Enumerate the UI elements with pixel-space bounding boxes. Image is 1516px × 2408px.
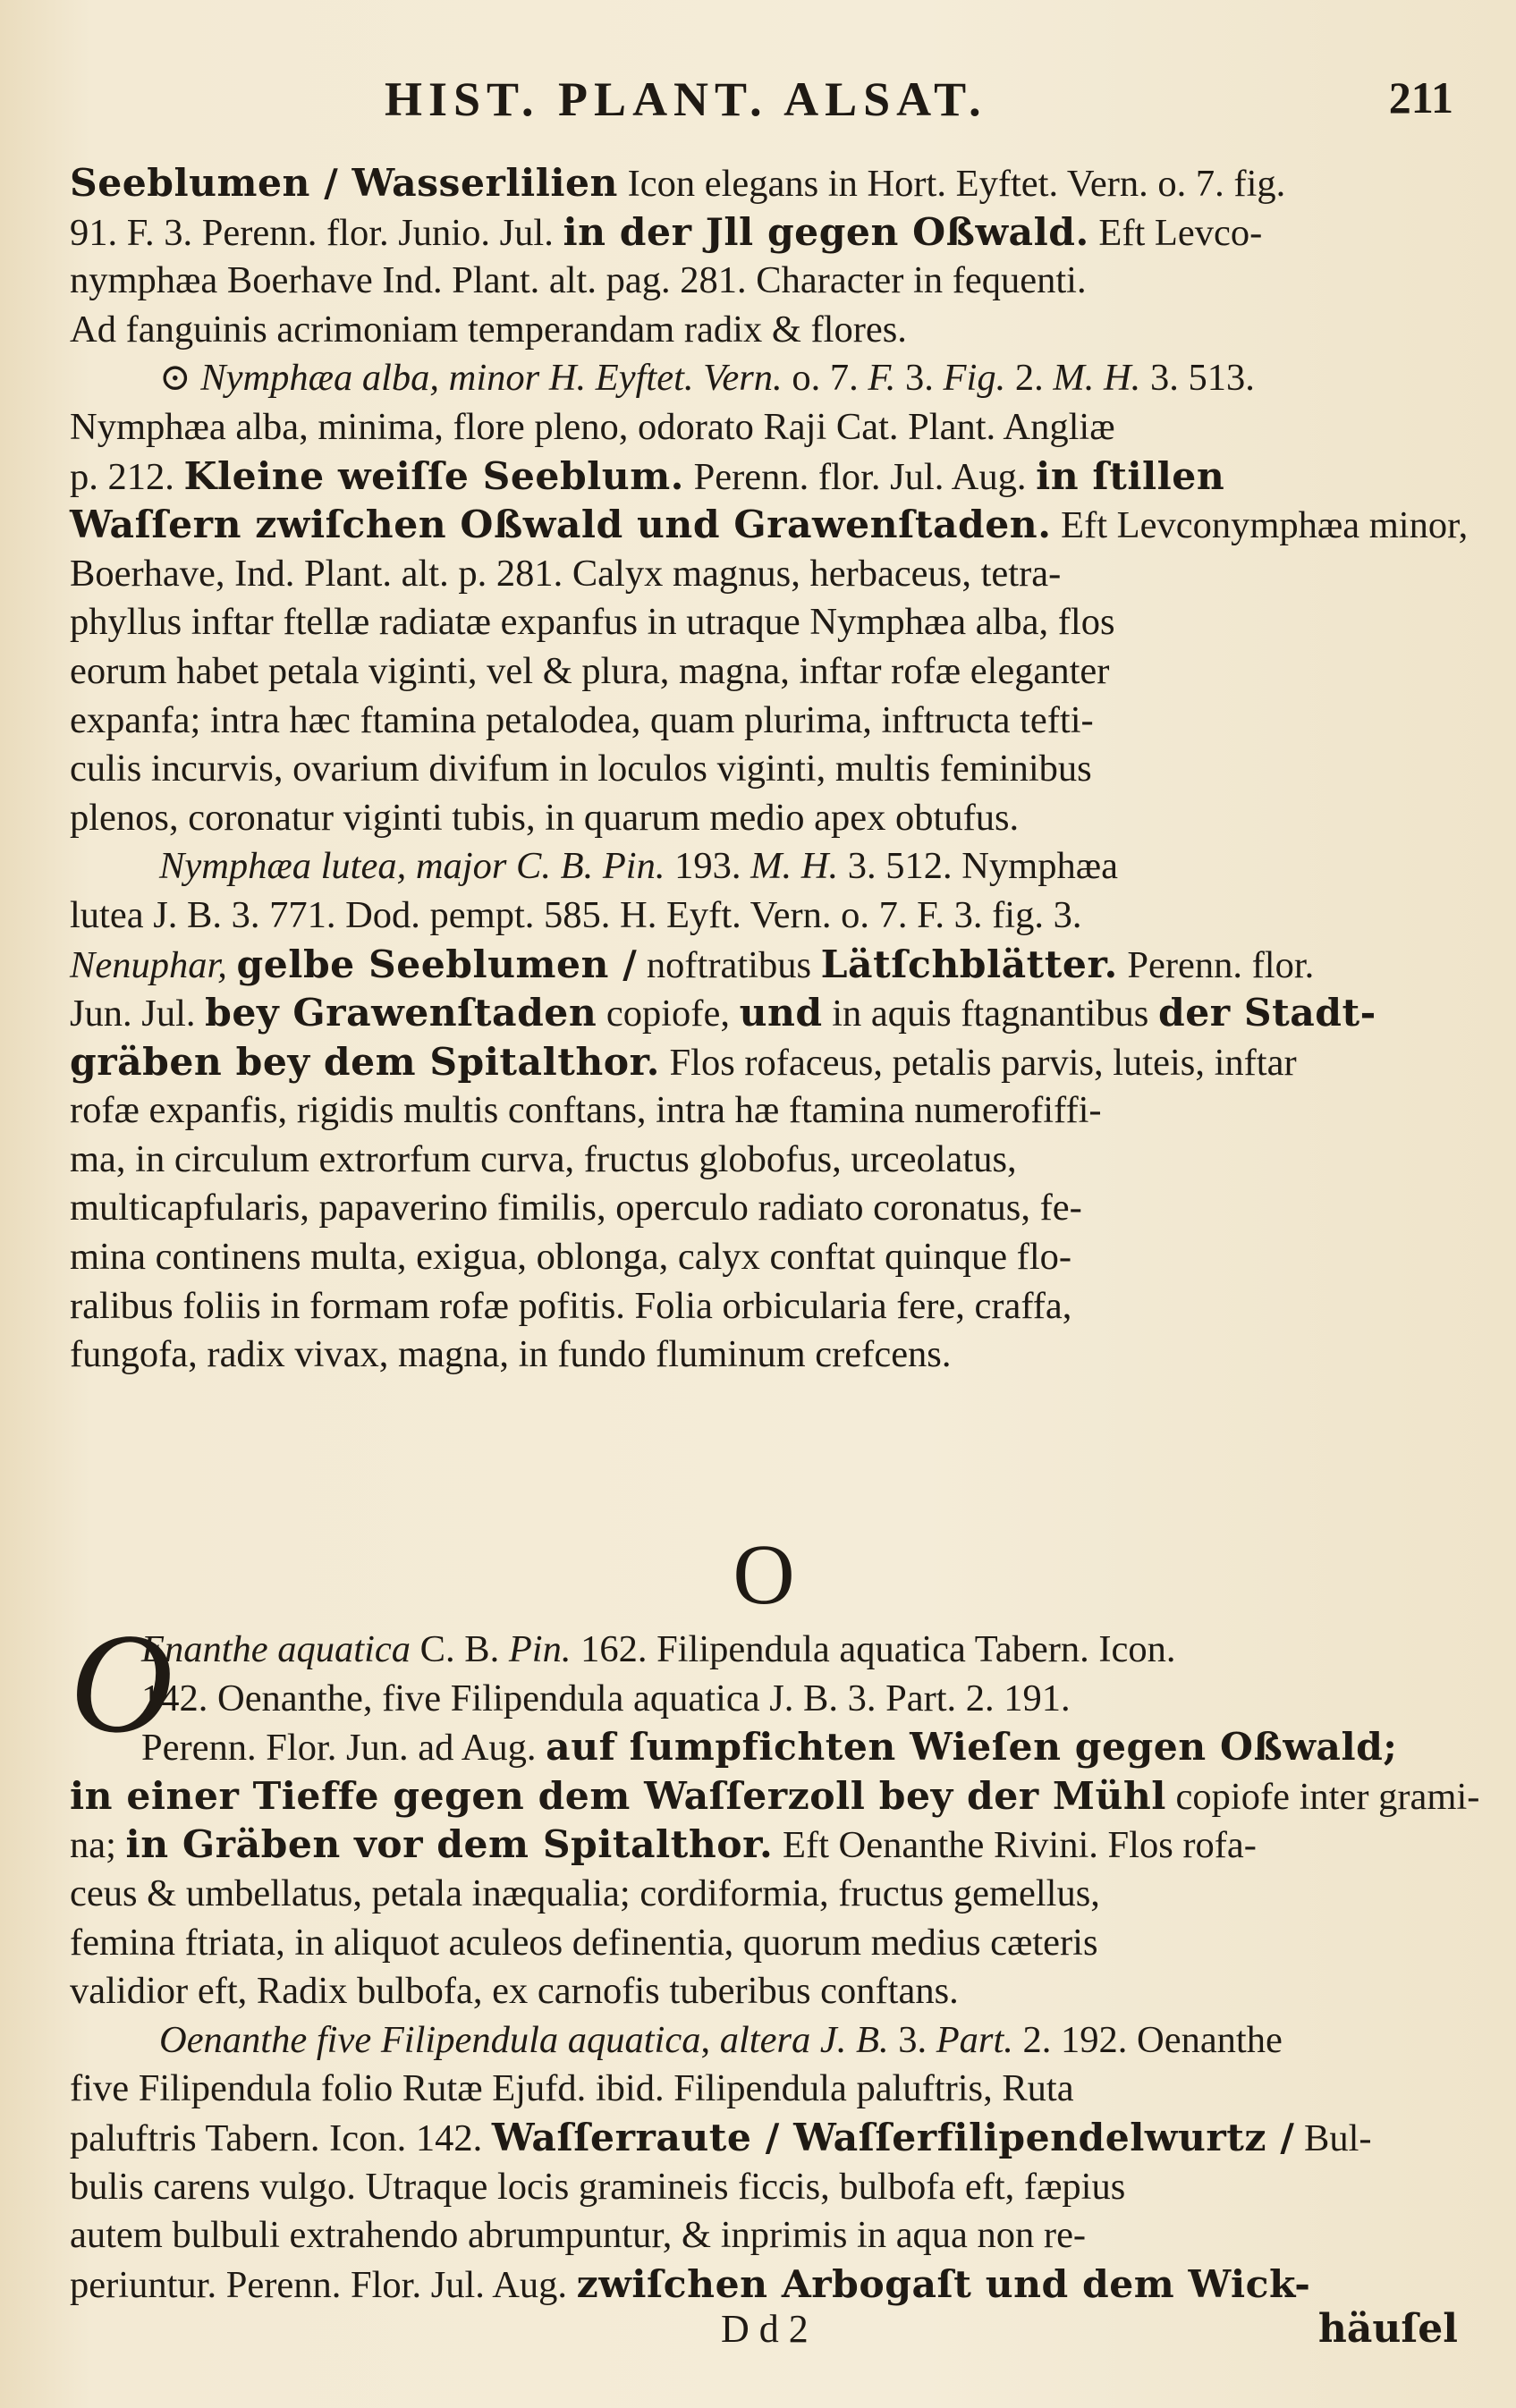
text-run: Perenn. Flor. Jun. ad Aug. xyxy=(141,1727,546,1770)
text-run: fungofa, radix vivax, magna, in fundo fluminum crefcens. xyxy=(70,1333,952,1376)
text-run: 3. 513. xyxy=(1140,357,1255,400)
page-number: 211 xyxy=(1388,72,1453,123)
text-line xyxy=(70,1821,1458,1870)
text-line xyxy=(70,1967,1458,2016)
text-line xyxy=(70,1675,1458,1724)
fraktur-run: der Stadt- xyxy=(1157,991,1376,1036)
text-run: ⊙ xyxy=(159,357,201,400)
text-line xyxy=(70,2260,1458,2310)
text-line xyxy=(70,598,1458,647)
signature-mark: D d 2 xyxy=(721,2307,809,2351)
text-line xyxy=(70,989,1458,1038)
text-run xyxy=(227,944,237,986)
text-run: Flos rofaceus, petalis parvis, luteis, inftar xyxy=(659,1041,1297,1084)
text-line xyxy=(70,1282,1458,1331)
text-line xyxy=(70,842,1458,891)
text-run: validior eft, Radix bulbofa, ex carnofis tuberibus conftans. xyxy=(70,1970,959,2013)
text-run: eorum habet petala viginti, vel & plura, magna, inftar rofæ eleganter xyxy=(70,649,1110,692)
fraktur-run: zwiſchen Arbogaſt und dem Wick- xyxy=(576,2261,1311,2307)
text-line xyxy=(70,1870,1458,1919)
text-run: femina ftriata, in aliquot aculeos definentia, quorum medius cæteris xyxy=(70,1921,1098,1964)
text-line xyxy=(70,1184,1458,1233)
fraktur-run: Waſſern zwiſchen Oßwald und Grawenſtaden. xyxy=(70,503,1052,548)
text-line xyxy=(70,354,1458,403)
fraktur-run: in ſtillen xyxy=(1036,453,1225,499)
text-run: Ad fanguinis acrimoniam temperandam radix & flores. xyxy=(70,308,907,351)
text-line xyxy=(70,891,1458,941)
text-run: Boerhave, Ind. Plant. alt. p. 281. Calyx magnus, herbaceus, tetra- xyxy=(70,552,1062,595)
italic-run: Nymphæa alba, minor H. Eyftet. Vern. xyxy=(200,357,783,400)
text-run: copiofe inter grami- xyxy=(1165,1775,1480,1818)
nymphaea-entries xyxy=(70,159,1469,1380)
text-run: Bul- xyxy=(1294,2117,1372,2159)
text-run: 142. Oenanthe, five Filipendula aquatica J. B. 3. Part. 2. 191. xyxy=(141,1677,1071,1719)
text-run: 3. 512. Nymphæa xyxy=(838,845,1118,888)
text-line xyxy=(70,159,1458,208)
oenanthe-lines xyxy=(70,1626,1480,2309)
drop-capital: O xyxy=(70,1603,174,1762)
text-run: o. 7. xyxy=(782,357,868,400)
text-line xyxy=(70,2016,1458,2066)
text-run: Eft Oenanthe Rivini. Flos rofa- xyxy=(773,1824,1257,1867)
text-run: five Filipendula folio Rutæ Ejufd. ibid. Filipendula paluftris, Ruta xyxy=(70,2067,1074,2110)
fraktur-run: in einer Tieffe gegen dem Waſſerzoll bey der Mühl xyxy=(70,1773,1166,1819)
text-run: phyllus inftar ftellæ radiatæ expanfus in utraque Nymphæa alba, flos xyxy=(70,601,1115,644)
text-line xyxy=(70,452,1458,502)
text-line xyxy=(70,647,1458,697)
fraktur-run: und xyxy=(739,991,823,1036)
italic-run: Fig. xyxy=(943,357,1006,400)
catchword: häuſel xyxy=(1317,2306,1458,2352)
page-footer xyxy=(70,2305,1458,2404)
italic-run: Nymphæa lutea, major C. B. Pin. xyxy=(159,845,665,888)
text-run: p. 212. xyxy=(70,455,184,498)
fraktur-run: Waſſerraute / Waſſerfilipendelwurtz / xyxy=(491,2115,1295,2160)
text-run: Icon elegans in Hort. Eyftet. Vern. o. 7. fig. xyxy=(617,163,1286,205)
text-run: in aquis ftagnantibus xyxy=(822,993,1158,1035)
fraktur-run: Lätſchblätter. xyxy=(820,942,1118,987)
italic-run: F. xyxy=(868,357,896,400)
page-header xyxy=(0,63,1516,125)
text-line xyxy=(70,1626,1458,1675)
text-run: , xyxy=(700,2018,720,2061)
text-run: bulis carens vulgo. Utraque locis gramineis ficcis, bulbofa eft, fæpius xyxy=(70,2165,1126,2208)
text-run: rofæ expanfis, rigidis multis conftans, intra hæ ftamina numerofiffi- xyxy=(70,1089,1102,1132)
fraktur-run: gräben bey dem Spitalthor. xyxy=(70,1039,660,1085)
text-line xyxy=(70,2114,1458,2163)
text-line xyxy=(70,2065,1458,2114)
text-run: paluftris Tabern. Icon. 142. xyxy=(70,2117,492,2159)
text-run: plenos, coronatur viginti tubis, in quarum medio apex obtufus. xyxy=(70,796,1020,839)
text-line xyxy=(70,697,1458,746)
text-run: nymphæa Boerhave Ind. Plant. alt. pag. 281. Character in fequenti. xyxy=(70,259,1087,302)
fraktur-run: in Gräben vor dem Spitalthor. xyxy=(125,1822,774,1868)
fraktur-run: bey Grawenſtaden xyxy=(205,991,597,1036)
italic-run: Nenuphar, xyxy=(70,943,227,986)
section-letter: O xyxy=(733,1526,795,1622)
oenanthe-entries xyxy=(70,1603,1480,2309)
text-run: mina continens multa, exigua, oblonga, calyx conftat quinque flo- xyxy=(70,1236,1072,1279)
text-line xyxy=(70,941,1458,990)
text-run: Eft Levconymphæa minor, xyxy=(1051,504,1469,547)
text-run: Perenn. flor. xyxy=(1117,943,1315,986)
fraktur-run: Kleine weiſſe Seeblum. xyxy=(183,453,684,499)
text-line xyxy=(70,1772,1480,1821)
text-run: 3. xyxy=(888,2018,936,2061)
text-run: ceus & umbellatus, petala inæqualia; cordiformia, fructus gemellus, xyxy=(70,1871,1100,1914)
text-run: multicapfularis, papaverino fimilis, operculo radiato coronatus, fe- xyxy=(70,1187,1082,1229)
text-line xyxy=(70,2211,1458,2260)
italic-run: Oenanthe five Filipendula aquatica xyxy=(159,2018,701,2061)
text-line xyxy=(70,1331,1458,1380)
text-line xyxy=(70,257,1458,306)
fraktur-run: in der Jll gegen Oßwald. xyxy=(563,209,1089,255)
text-run: expanfa; intra hæc ftamina petalodea, quam plurima, inftructa tefti- xyxy=(70,698,1094,741)
text-line xyxy=(70,1038,1458,1087)
text-run: copiofe, xyxy=(597,993,740,1035)
italic-run: M. H. xyxy=(750,845,839,888)
text-line xyxy=(70,1919,1458,1968)
text-run: 3. xyxy=(895,357,944,400)
text-line xyxy=(70,745,1458,794)
text-run: ma, in circulum extrorfum curva, fructus globofus, urceolatus, xyxy=(70,1137,1017,1180)
text-run: 2. 192. Oenanthe xyxy=(1012,2018,1283,2061)
text-line xyxy=(70,794,1458,843)
text-run: na; xyxy=(70,1824,126,1867)
text-run: 162. Filipendula aquatica Tabern. Icon. xyxy=(571,1628,1176,1670)
text-run: periuntur. Perenn. Flor. Jul. Aug. xyxy=(70,2263,577,2306)
text-run: 193. xyxy=(665,845,751,888)
text-line xyxy=(70,1233,1458,1282)
text-line xyxy=(70,1086,1458,1136)
text-line xyxy=(70,550,1458,599)
page-body xyxy=(70,159,1480,2352)
text-run: noftratibus xyxy=(637,943,821,986)
text-run: lutea J. B. 3. 771. Dod. pempt. 585. H. Eyft. Vern. o. 7. F. 3. fig. 3. xyxy=(70,893,1082,936)
running-head: HIST. PLANT. ALSAT. xyxy=(385,72,987,126)
italic-run: Part. xyxy=(936,2018,1013,2061)
fraktur-run: gelbe Seeblumen / xyxy=(236,942,638,987)
italic-run: altera J. B. xyxy=(719,2018,889,2061)
text-run: Nymphæa alba, minima, flore pleno, odorato Raji Cat. Plant. Angliæ xyxy=(70,405,1115,448)
text-run: ralibus foliis in formam rofæ pofitis. Folia orbicularia fere, craffa, xyxy=(70,1284,1072,1327)
italic-run: M. H. xyxy=(1053,357,1141,400)
fraktur-run: Seeblumen / Wasserlilien xyxy=(70,161,618,206)
text-run: culis incurvis, ovarium divifum in loculos viginti, multis feminibus xyxy=(70,748,1092,790)
italic-run: Enanthe aquatica xyxy=(141,1628,411,1670)
text-line xyxy=(70,2163,1458,2212)
text-line xyxy=(70,208,1458,258)
italic-run: Pin. xyxy=(508,1628,572,1670)
text-run: 2. xyxy=(1005,357,1054,400)
text-run: Perenn. flor. Jul. Aug. xyxy=(683,455,1037,498)
text-run: 91. F. 3. Perenn. flor. Junio. Jul. xyxy=(70,211,563,254)
text-run: C. B. xyxy=(411,1628,509,1670)
text-run: Eft Levco- xyxy=(1088,211,1263,254)
text-line xyxy=(70,1136,1458,1185)
text-line xyxy=(70,306,1458,355)
text-run: Jun. Jul. xyxy=(70,993,206,1035)
fraktur-run: auf ſumpfichten Wieſen gegen Oßwald; xyxy=(546,1725,1398,1770)
text-line xyxy=(70,501,1469,550)
text-line xyxy=(70,1723,1458,1772)
text-run: autem bulbuli extrahendo abrumpuntur, & inprimis in aqua non re- xyxy=(70,2214,1087,2257)
text-line xyxy=(70,403,1458,452)
